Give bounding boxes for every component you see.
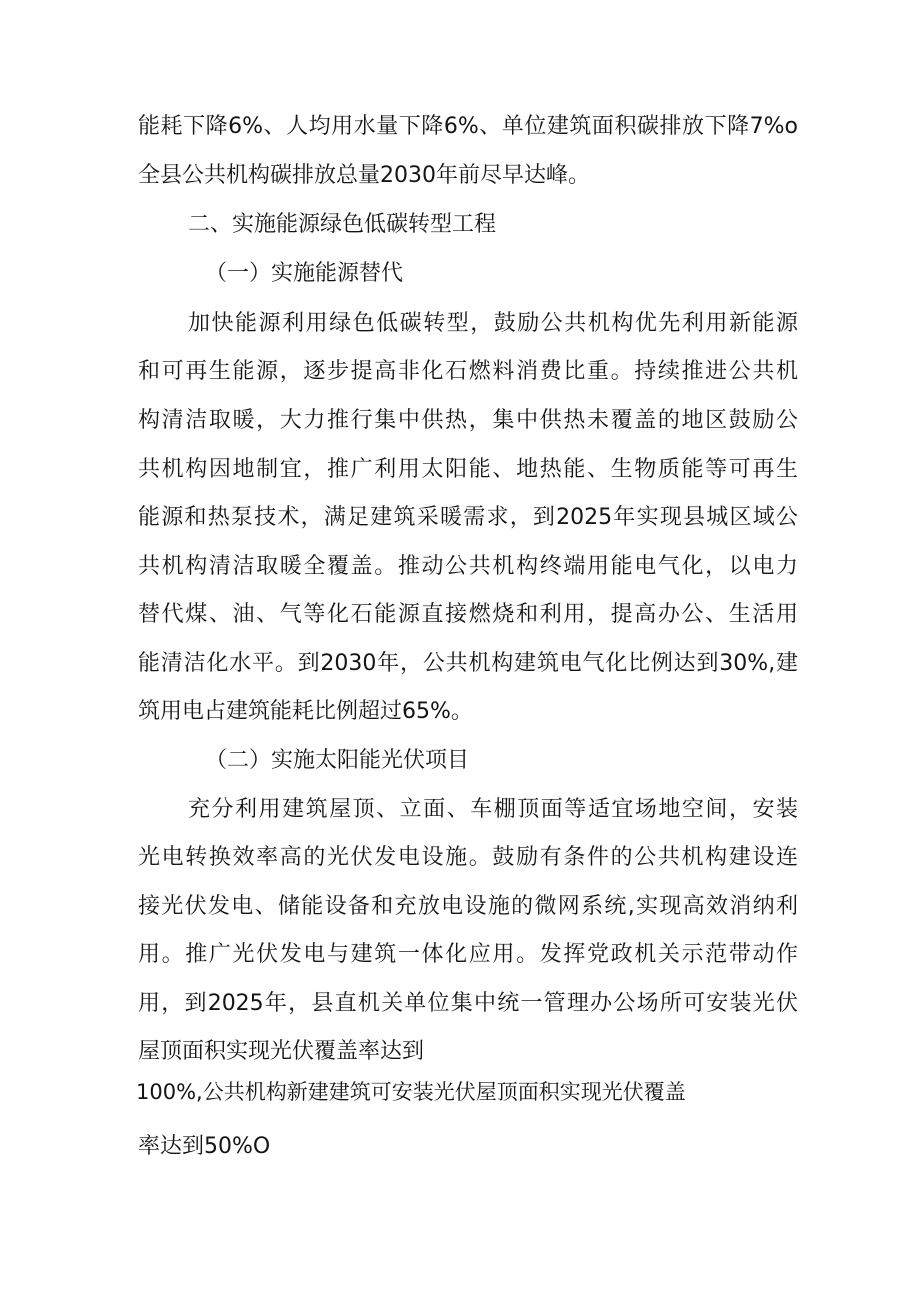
paragraph-line: 能源和热泵技术，满足建筑采暖需求，到2025年实现县城区域公	[138, 505, 798, 530]
paragraph-line: 光电转换效率高的光伏发电设施。鼓励有条件的公共机构建设连	[138, 845, 798, 870]
paragraph-line: 构清洁取暖，大力推行集中供热，集中供热未覆盖的地区鼓励公	[138, 408, 798, 433]
text-line: 全县公共机构碳排放总量2030年前尽早达峰。	[138, 163, 590, 188]
text-line: 能耗下降6%、人均用水量下降6%、单位建筑面积碳排放下降7%o	[138, 114, 798, 139]
paragraph-line: 用。推广光伏发电与建筑一体化应用。发挥党政机关示范带动作	[138, 942, 798, 967]
paragraph-line: 能清洁化水平。到2030年，公共机构建筑电气化比例达到30%,建	[138, 651, 798, 676]
paragraph-line: 用，到2025年，县直机关单位集中统一管理办公场所可安装光伏	[138, 991, 798, 1016]
subsection-heading: （二）实施太阳能光伏项目	[205, 748, 470, 773]
subsection-heading: （一）实施能源替代	[205, 261, 404, 286]
paragraph-line: 筑用电占建筑能耗比例超过65%。	[138, 699, 473, 724]
paragraph-line: 接光伏发电、储能设备和充放电设施的微网系统,实现高效消纳利	[138, 894, 798, 919]
paragraph-line: 替代煤、油、气等化石能源直接燃烧和利用，提高办公、生活用	[138, 602, 798, 627]
paragraph-line: 率达到50%O	[138, 1134, 271, 1159]
paragraph-line: 加快能源利用绿色低碳转型，鼓励公共机构优先利用新能源	[188, 311, 798, 336]
paragraph-line: 屋顶面积实现光伏覆盖率达到	[138, 1039, 425, 1064]
paragraph-line: 共机构清洁取暖全覆盖。推动公共机构终端用能电气化，以电力	[138, 554, 798, 579]
paragraph-line: 充分利用建筑屋顶、立面、车棚顶面等适宜场地空间，安装	[188, 797, 798, 822]
paragraph-line: 和可再生能源，逐步提高非化石燃料消费比重。持续推进公共机	[138, 359, 798, 384]
section-heading: 二、实施能源绿色低碳转型工程	[188, 212, 497, 237]
paragraph-line: 共机构因地制宜，推广利用太阳能、地热能、生物质能等可再生	[138, 457, 798, 482]
paragraph-line: 100%,公共机构新建建筑可安装光伏屋顶面积实现光伏覆盖	[136, 1080, 686, 1104]
